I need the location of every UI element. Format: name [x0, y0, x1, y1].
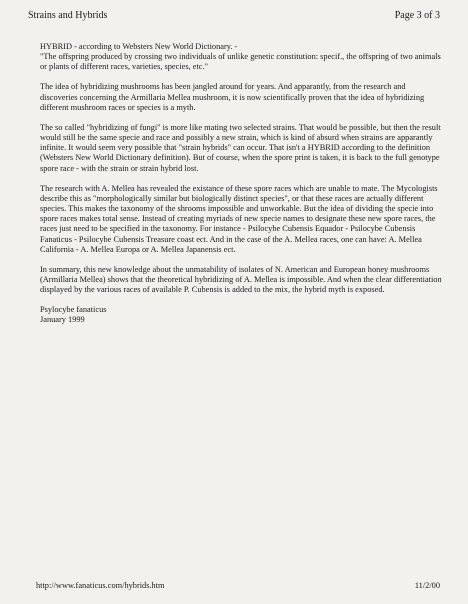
page-number: Page 3 of 3	[394, 10, 440, 21]
paragraph-intro: The idea of hybridizing mushrooms has been jangled around for years. And apparantly, from the research and discoveries concerning the Armillaria Mellea mushroom, it is now scientifically proven that the idea of hybridizing different mushroom races or species is a myth.	[40, 82, 425, 112]
paragraph-summary: In summary, this new knowledge about the unmatability of isolates of N. American and European honey mushrooms (Armillaria Mellea) shows that the theoretical hybridizing of A. Mellea is impossible. And when the clear differentiation displayed by the various races of available P. Cubensis is added to the mix, the hybrid myth is exposed.	[40, 264, 442, 295]
print-date: 11/2/00	[414, 581, 440, 590]
page-footer	[36, 581, 440, 593]
paragraph-research: The research with A. Mellea has revealed the existance of these spore races which are unable to mate. The Mycologists describe this as "morphologically similar but biologically distinct species", or that these races are actually different species. This makes the taxonomy of the shrooms impossible and unworkable. But the idea of dividing the specie into spore races makes total sense. Instead of creating myriads of new specie names to designate these new spore races, the races just need to be specified in the taxonomy. For instance - Psilocybe Cubensis Equador - Psilocybe Cubensis Fanaticus - Psilocybe Cubensis Treasure coast ect. And in the case of the A. Mellea races, one can have: A. Mellea California - A. Mellea Europa or A. Mellea Japanensis ect.	[40, 183, 438, 254]
page-header	[28, 10, 440, 24]
page-title: Strains and Hybrids	[28, 10, 108, 21]
signature-name: Psylocybe fanaticus	[40, 305, 107, 315]
definition-block	[40, 42, 442, 72]
paragraph-strains: The so called "hybridizing of fungi" is more like mating two selected strains. That would be possible, but then the result would still be the same specie and race and possibly a new strain, which is kind of absurd when strains are apparantly infinite. It would seem very possible that "strain hybrids" can occur. That isn't a HYBRID according to the definition (Websters New World Dictionary definition). But of course, when the spore print is taken, it is back to the full genotype spore race - with the strain or strain hybrid lost.	[40, 122, 441, 173]
definition-title: HYBRID - according to Websters New World Dictionary. -	[40, 42, 238, 51]
definition-quote: "The offspring produced by crossing two individuals of unlike genetic constitution: specif., the offspring of two animals or plants of different races, varieties, species, etc."	[40, 52, 441, 72]
document-body	[40, 42, 442, 326]
source-url: http://www.fanaticus.com/hybrids.htm	[36, 581, 165, 590]
signature-block	[40, 305, 442, 325]
signature-date: January 1999	[40, 315, 85, 325]
